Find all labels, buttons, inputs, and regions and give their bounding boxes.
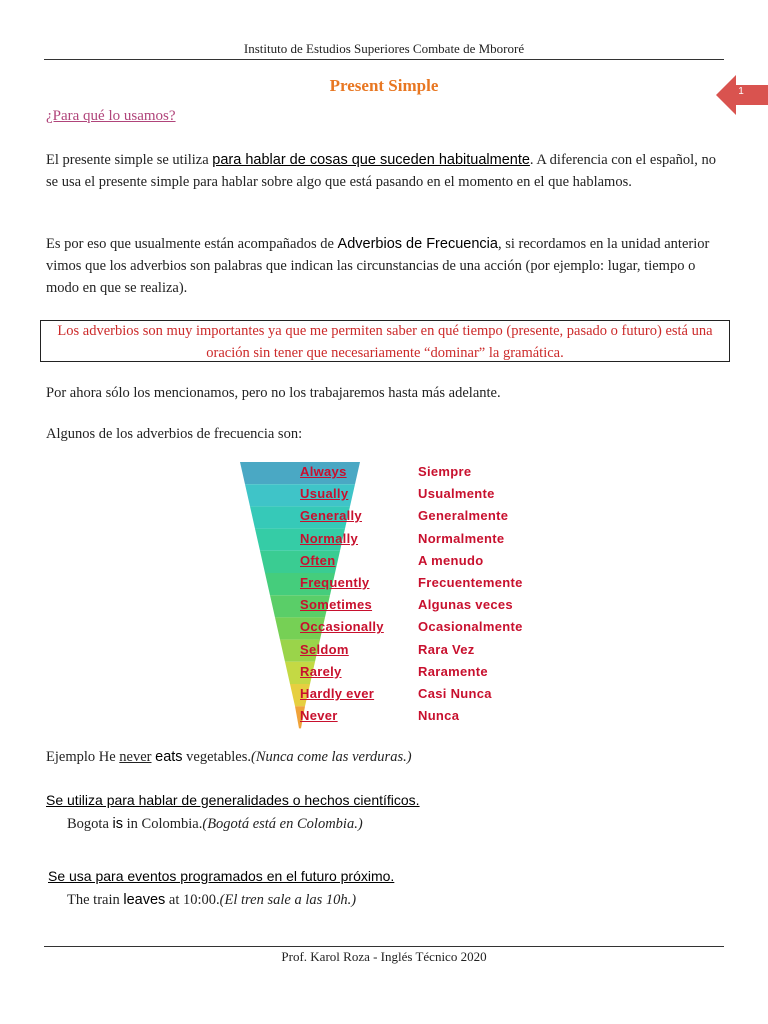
para1-text-end: . A diferencia con el español, no se usa el presente simple para hablar sobre algo que está pasando en el momento en el que hablamos. [46,152,716,190]
s3-pre: The train [67,892,124,908]
adverb-english: Normally [300,530,359,546]
paragraph-later: Por ahora sólo los mencionamos, pero no los trabajaremos hasta más adelante. [46,385,501,401]
section-future-example [67,892,356,909]
s3-translation: (El tren sale a las 10h.) [219,892,357,908]
section-generalities-heading: Se utiliza para hablar de generalidades o hechos científicos. [46,792,420,808]
adverb-spanish: Algunas veces [418,597,513,613]
adverb-english: Always [300,464,347,479]
adverb-english: Occasionally [300,619,384,635]
paragraph-list-intro: Algunos de los adverbios de frecuencia son: [46,426,303,442]
s3-rest: at 10:00. [165,892,220,908]
adverb-english: Seldom [300,641,349,657]
adverb-english: Frequently [300,575,370,590]
para2-text-end: , si recordamos en la unidad anterior vimos que los adverbios son palabras que indican las circunstancias de una acción (por ejemplo: lugar, tiempo o modo en que se realiza). [46,236,710,296]
footer-text: Prof. Karol Roza - Inglés Técnico 2020 [281,949,487,964]
subheading: ¿Para qué lo usamos? [46,108,176,124]
adverb-spanish: Usualmente [418,486,495,502]
example-translation: (Nunca come las verduras.) [251,749,412,765]
s2-rest: in Colombia. [123,816,203,832]
header-institution: Instituto de Estudios Superiores Combate de Mbororé [243,41,525,56]
adverb-spanish: Siempre [418,464,472,479]
para1-text: El presente simple se utiliza [46,152,213,168]
adverb-english: Sometimes [300,597,373,613]
adverb-english: Often [300,552,336,568]
note-text: Los adverbios son muy importantes ya que me permiten saber en qué tiempo (presente, pasado o futuro) está una oración sin tener que necesariamente “dominar” la gramática. [57,323,713,361]
adverb-spanish: Rara Vez [418,641,475,657]
adverb-spanish: Raramente [418,663,488,679]
s2-pre: Bogota [67,816,113,832]
s2-verb: is [112,816,123,832]
section-future-heading: Se usa para eventos programados en el futuro próximo. [48,868,395,884]
adverb-english: Hardly ever [300,686,375,701]
para1-highlight: para hablar de cosas que suceden habitualmente [212,152,530,168]
adverb-spanish: Ocasionalmente [418,619,523,635]
example-adverb: never [119,749,152,765]
adverb-spanish: Casi Nunca [418,686,492,701]
page-number: 1 [738,86,744,97]
s2-translation: (Bogotá está en Colombia.) [202,816,363,832]
adverb-spanish: Generalmente [418,508,509,524]
s3-verb: leaves [123,892,166,908]
adverb-english: Never [300,708,338,724]
adverb-spanish: Frecuentemente [418,575,523,590]
para2-highlight: Adverbios de Frecuencia [337,236,498,252]
adverb-english: Usually [300,486,349,502]
adverb-spanish: A menudo [418,552,484,568]
section-generalities-example [67,816,363,833]
example-rest: vegetables. [182,749,251,765]
example-label: Ejemplo He [46,749,120,765]
adverb-spanish: Normalmente [418,530,505,546]
para2-text: Es por eso que usualmente están acompañados de [46,236,338,252]
adverb-english: Generally [300,508,362,524]
adverb-spanish: Nunca [418,708,460,724]
adverb-english: Rarely [300,663,342,679]
footer-divider [44,946,724,947]
page-title: Present Simple [329,76,439,95]
example-verb: eats [155,749,183,765]
example-line [46,749,412,766]
